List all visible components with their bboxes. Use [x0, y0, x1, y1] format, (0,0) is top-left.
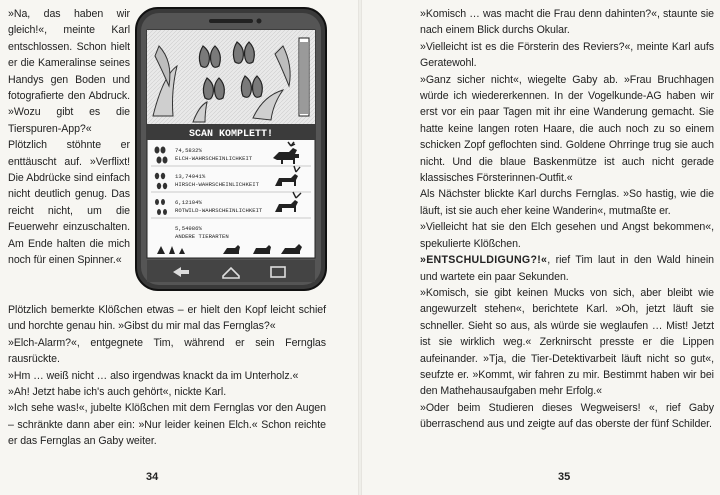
- left-narrow-column: [8, 6, 130, 269]
- smartphone-illustration: [133, 6, 329, 292]
- paragraph: »Vielleicht hat sie den Elch gesehen und Angst bekommen«, spekulierte Klößchen.: [420, 221, 714, 250]
- paragraph: »Vielleicht ist es die Försterin des Reviers?«, meinte Karl aufs Geratewohl.: [420, 40, 714, 70]
- paragraph: »Ganz sicher nicht«, wiegelte Gaby ab. »Frau Bruchhagen würde ich wiedererkennen. In der Vogelkunde-AG haben wir erst vor ein paar Tagen mit ihr eine Wanderung gemacht. Sie hatte keine langen roten Haare, die auch noch zu so einem schicken Zopf geflochten sind. Goldene Ohrringe trug sie auch nicht. Und die blaue Baskenmütze ist auch nicht gerade klassisches Försterinnen-Outfit.«: [420, 73, 714, 185]
- paragraph: »Ah! Jetzt habe ich's auch gehört«, nickte Karl.: [8, 386, 227, 399]
- paragraph: Als Nächster blickte Karl durchs Fernglas. »So hastig, wie die läuft, ist sie auch eher keine Wanderin«, mutmaßte er.: [420, 188, 714, 217]
- paragraph: »Ich sehe was!«, jubelte Klößchen mit dem Fernglas vor den Augen – schränkte dann aber ein: »Nur leider keinen Elch.« Schon reichte er das Fernglas an Gaby weiter.: [8, 402, 326, 448]
- paragraph: »Hm … weiß nicht … also irgendwas knackt da im Unterholz.«: [8, 369, 299, 382]
- paragraph: Plötzlich bemerkte Klößchen etwas – er hielt den Kopf leicht schief und horchte genau hin. »Gibst du mir mal das Fernglas?«: [8, 304, 326, 333]
- shout-text: »ENTSCHULDIGUNG?!«: [420, 254, 548, 267]
- result-percent: 13,74941%: [175, 173, 206, 180]
- paragraph-shout: [420, 252, 714, 285]
- result-percent: 6,12104%: [175, 199, 202, 206]
- page-number: 35: [558, 471, 571, 483]
- paragraph: Plötzlich stöhnte er enttäuscht auf. »Verflixt! Die Abdrücke sind einfach nicht deutlich genug. Das reicht nicht, um die Feuerwehr einzuschalten. Am Ende halten die mich noch für einen Spinner.«: [8, 139, 130, 267]
- shout-tail: , rief Tim laut in den Wald hinein und wartete ein paar Sekunden.: [420, 254, 714, 283]
- result-percent: 5,54986%: [175, 225, 202, 232]
- result-percent: 74,5832%: [175, 147, 202, 154]
- left-page: [0, 0, 358, 495]
- scan-complete-label: SCAN KOMPLETT!: [188, 129, 274, 140]
- result-label: ANDERE TIERARTEN: [175, 233, 229, 240]
- page-number: 34: [146, 471, 159, 483]
- paragraph: »Komisch … was macht die Frau denn dahinten?«, staunte sie nach einem Blick durchs Okular.: [420, 8, 714, 37]
- right-page: [362, 0, 720, 495]
- paragraph: »Komisch, sie gibt keinen Mucks von sich, aber bleibt wie angewurzelt stehen«, berichtete Karl. »Oh, jetzt läuft sie schneller. Sieht so aus, als würde sie weglaufen … Mist! Jetzt ist sie wirklich weg.« Zerknirscht presste er die Lippen aufeinander. »Tja, die Tier-Detektivarbeit läuft nicht so gut«, seufzte er. »Kommt, wir fahren zu mir. Bestimmt haben wir bei den Mathehausaufgaben mehr Erfolg.«: [420, 286, 714, 398]
- result-label: ELCH-WAHRSCHEINLICHKEIT: [175, 155, 253, 162]
- right-text-column: [420, 6, 714, 433]
- left-full-width-text: [8, 302, 326, 450]
- paragraph: »Na, das haben wir gleich!«, meinte Karl entschlossen. Schon hielt er die Kameralinse seines Handys gen Boden und fotografierte den Abdruck. »Wozu gibt es die Tierspuren-App?«: [8, 8, 130, 135]
- paragraph: »Elch-Alarm?«, entgegnete Tim, während er sein Fernglas rausrückte.: [8, 336, 326, 366]
- result-label: HIRSCH-WAHRSCHEINLICHKEIT: [175, 181, 259, 188]
- paragraph: »Oder beim Studieren dieses Wegweisers! «, rief Gaby überraschend aus und zeigte auf das oberste der fünf Schilder.: [420, 401, 714, 431]
- result-label: ROTWILD-WAHRSCHEINLICHKEIT: [175, 207, 263, 214]
